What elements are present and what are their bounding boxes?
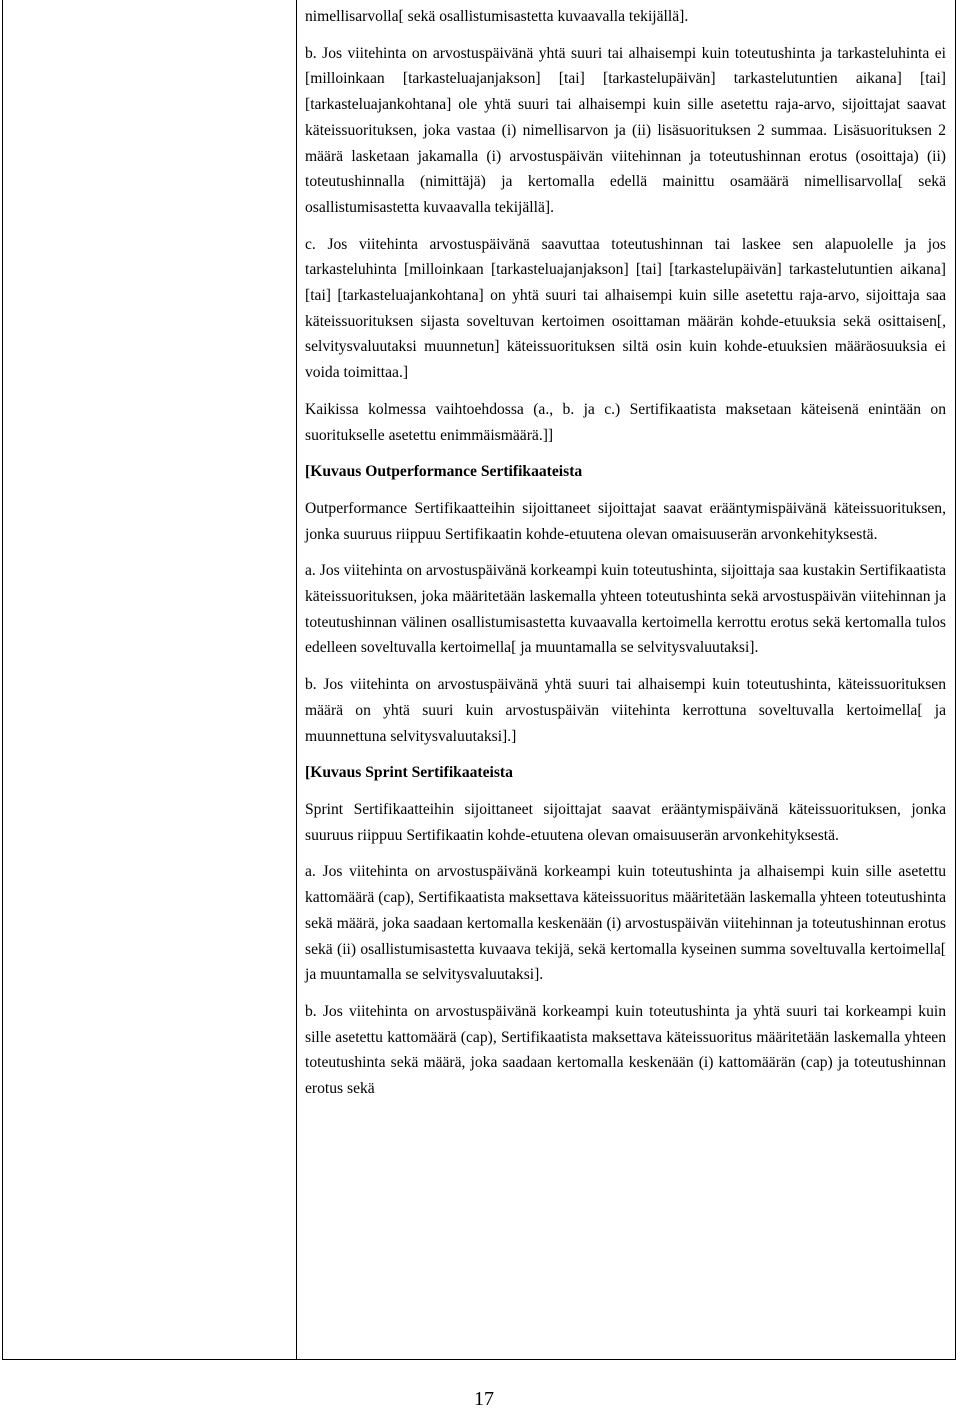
paragraph-all-options: Kaikissa kolmessa vaihtoehdossa (a., b. ja c.) Sertifikaatista maksetaan käteisenä enintään on suoritukselle asetettu enimmäismäärä.]]	[305, 400, 946, 444]
paragraph-outperformance-a: a. Jos viitehinta on arvostuspäivänä korkeampi kuin toteutushinta, sijoittaja saa kustakin Sertifikaatista käteissuorituksen, joka määritetään laskemalla yhteen toteutushinta sekä arvostuspäivän viitehinnan ja toteutushinnan välinen osallistumisastetta kuvaavalla kertoimella kerrottu erotus sekä kertomalla tulos edelleen soveltuvalla kertoimella[ ja muuntamalla se selvitysvaluutaksi].	[305, 562, 946, 657]
paragraph-outperformance-b: b. Jos viitehinta on arvostuspäivänä yhtä suuri tai alhaisempi kuin toteutushinta, käteissuorituksen määrä on yhtä suuri kuin arvostuspäivän viitehinta kerrottuna soveltuvalla kertoimella[ ja muunnettuna selvitysvaluutaksi].]	[305, 676, 946, 745]
paragraph-sprint-a: a. Jos viitehinta on arvostuspäivänä korkeampi kuin toteutushinta ja alhaisempi kuin sille asetettu kattomäärä (cap), Sertifikaatista maksettava käteissuoritus määritetään laskemalla yhteen toteutushinta sekä määrä, joka saadaan kertomalla keskenään (i) arvostuspäivän viitehinnan ja toteutushinnan erotus sekä (ii) osallistumisastetta kuvaava tekijä, sekä kertomalla kyseinen summa soveltuvalla kertoimella[ ja muuntamalla se selvitysvaluutaksi].	[305, 863, 946, 984]
heading-sprint: [Kuvaus Sprint Sertifikaateista	[305, 764, 513, 782]
document-content	[305, 4, 946, 1112]
paragraph-sprint-intro: Sprint Sertifikaatteihin sijoittaneet sijoittajat saavat erääntymispäivänä käteissuorituksen, jonka suuruus riippuu Sertifikaatin kohde-etuutena olevan omaisuuserän arvonkehityksestä.	[305, 800, 946, 844]
column-divider	[296, 0, 297, 1359]
paragraph-outperformance-intro: Outperformance Sertifikaatteihin sijoittaneet sijoittajat saavat erääntymispäivänä käteissuorituksen, jonka suuruus riippuu Sertifikaatin kohde-etuutena olevan omaisuuserän arvonkehityksestä.	[305, 499, 946, 543]
paragraph-sprint-b: b. Jos viitehinta on arvostuspäivänä korkeampi kuin toteutushinta ja yhtä suuri tai korkeampi kuin sille asetettu kattomäärä (cap), Sertifikaatista maksettava käteissuoritus määritetään laskemalla yhteen toteutushinta sekä määrä, joka saadaan kertomalla keskenään (i) kattomäärän (cap) ja toteutushinnan erotus sekä	[305, 1002, 946, 1098]
heading-outperformance: [Kuvaus Outperformance Sertifikaateista	[305, 463, 583, 481]
paragraph-option-c: c. Jos viitehinta arvostuspäivänä saavuttaa toteutushinnan tai laskee sen alapuolelle ja jos tarkasteluhinta [milloinkaan [tarkasteluajanjakson] [tai] [tarkastelupäivän] tarkastelutuntien aikana] [tai] [tarkasteluajankohtana] on yhtä suuri tai alhaisempi kuin sille asetettu raja-arvo, sijoittaja saa käteissuorituksen sijasta soveltuvan kertoimen osoittaman määrän kohde-etuuksia sekä osittaisen[, selvitysvaluutaksi muunnetun] käteissuorituksen siltä osin kuin kohde-etuuksien määräosuuksia ei voida toimittaa.]	[305, 235, 946, 382]
paragraph-1: nimellisarvolla[ sekä osallistumisastetta kuvaavalla tekijällä].	[305, 8, 689, 25]
paragraph-option-b: b. Jos viitehinta on arvostuspäivänä yhtä suuri tai alhaisempi kuin toteutushinta ja tarkasteluhinta ei [milloinkaan [tarkasteluajanjakson] [tai] [tarkastelupäivän] tarkastelutuntien aikana] [tai] [tarkasteluajankohtana] ole yhtä suuri tai alhaisempi kuin sille asetettu raja-arvo, sijoittajat saavat käteissuorituksen, joka vastaa (i) nimellisarvon ja (ii) lisäsuorituksen 2 summaa. Lisäsuorituksen 2 määrä lasketaan jakamalla (i) arvostuspäivän viitehinnan ja toteutushinnan erotus (osoittaja) (ii) toteutushinnalla (nimittäjä) ja kertomalla edellä mainittu osamäärä nimellisarvolla[ sekä osallistumisastetta kuvaavalla tekijällä].	[305, 44, 946, 216]
page-number: 17	[474, 1388, 494, 1410]
